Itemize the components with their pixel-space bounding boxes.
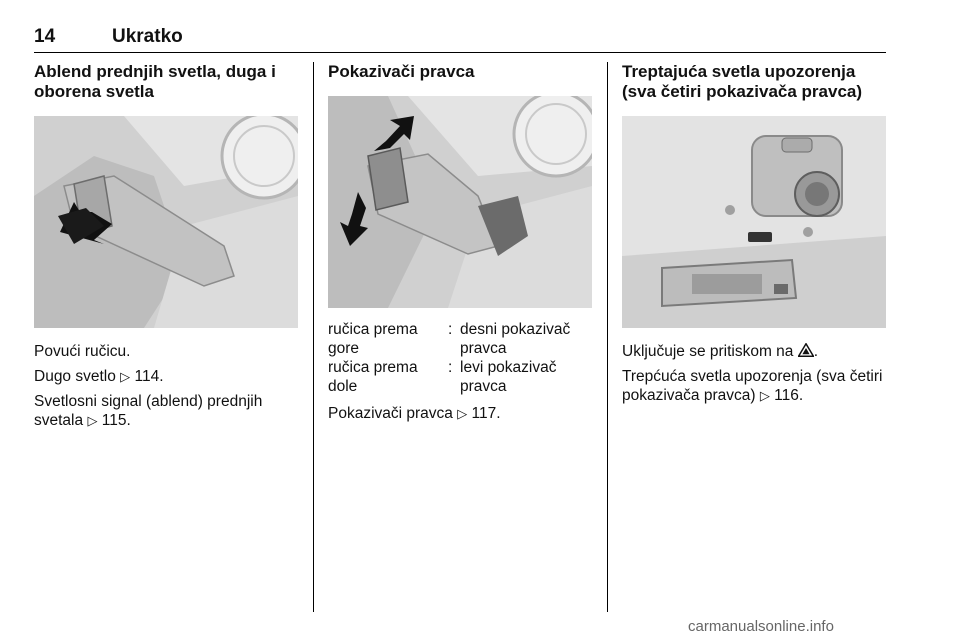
- col3-text: [622, 342, 886, 411]
- right-indicator-label: desni pokazivač pravca: [460, 321, 571, 357]
- col2-text: [328, 404, 592, 429]
- column-divider-1: [313, 62, 314, 612]
- reference-arrow-icon: ▷: [457, 406, 468, 421]
- reference-arrow-icon: ▷: [120, 369, 131, 384]
- section-heading-turn-signals: Pokazivači pravca: [328, 62, 475, 81]
- flash-signal-line: Svetlosni signal (ablend) prednjih svetala ▷ 115.: [34, 393, 263, 429]
- section-headlight-flash: [34, 62, 298, 429]
- illustration-turn-signal-lever: [328, 96, 592, 308]
- hazard-page-ref[interactable]: 116.: [774, 387, 804, 404]
- reference-arrow-icon: ▷: [759, 388, 770, 403]
- hazard-reference-line: Trepćuća svetla upozorenja (sva četiri pokazivača pravca) ▷ 116.: [622, 368, 883, 404]
- instruction-pull-lever: Povući ručicu.: [34, 343, 131, 360]
- column-divider-2: [607, 62, 608, 612]
- reference-arrow-icon: ▷: [87, 413, 98, 428]
- flash-signal-page-ref[interactable]: 115.: [101, 412, 131, 429]
- chapter-title: Ukratko: [112, 26, 183, 47]
- section-turn-signals: [328, 62, 592, 422]
- hazard-activation-line: Uključuje se pritiskom na .: [622, 343, 819, 360]
- table-row: ručica prema gore : desni pokazivač pravca: [328, 320, 592, 358]
- section-hazard-lights: [622, 62, 886, 404]
- page-number: 14: [34, 26, 56, 47]
- illustration-hazard-switch: [622, 116, 886, 328]
- section-heading-hazard-lights: Treptajuća svetla upozorenja (sva četiri pokazivača pravca): [622, 62, 863, 101]
- lever-direction-down: ručica prema dole: [328, 359, 418, 395]
- turn-signals-reference-line: Pokazivači pravca ▷ 117.: [328, 405, 501, 422]
- page-header: [34, 26, 886, 53]
- section-heading-headlights: Ablend prednjih svetla, duga i oborena svetla: [34, 62, 276, 101]
- col1-text: [34, 342, 298, 436]
- high-beam-page-ref[interactable]: 114.: [134, 368, 164, 385]
- table-row: ručica prema dole : levi pokazivač pravca: [328, 358, 592, 396]
- high-beam-line: Dugo svetlo ▷ 114.: [34, 368, 164, 385]
- turn-signal-table: [328, 320, 592, 396]
- left-indicator-label: levi pokazivač pravca: [460, 359, 557, 395]
- watermark: carmanualsonline.info: [688, 618, 834, 635]
- lever-direction-up: ručica prema gore: [328, 321, 418, 357]
- turn-signals-page-ref[interactable]: 117.: [471, 405, 501, 422]
- illustration-headlight-lever: [34, 116, 298, 328]
- hazard-warning-triangle-icon: [798, 342, 814, 361]
